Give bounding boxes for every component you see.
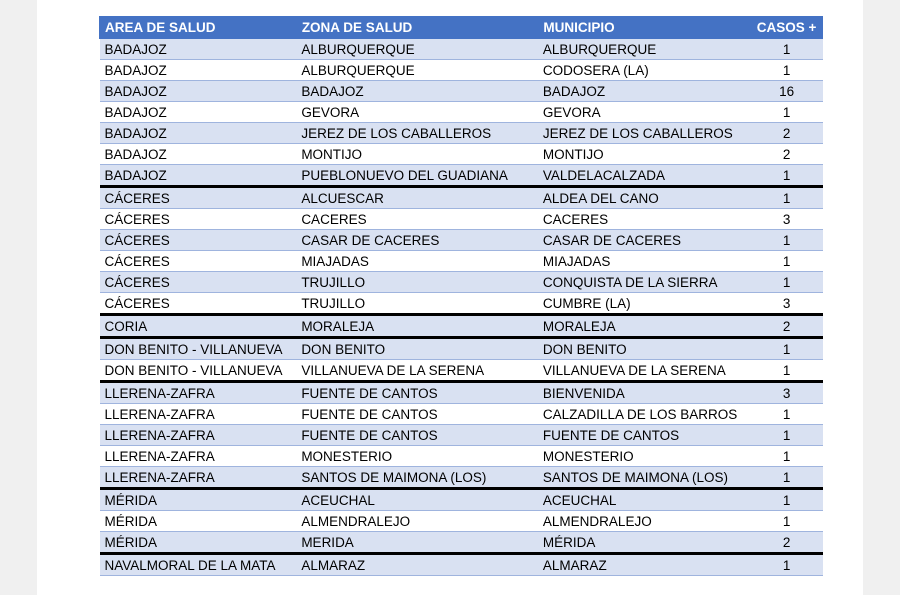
table-row bbox=[100, 251, 823, 272]
cell-area: BADAJOZ bbox=[100, 60, 297, 81]
header-municipio: MUNICIPIO bbox=[538, 17, 751, 39]
cell-municipio: ACEUCHAL bbox=[538, 489, 751, 511]
cell-municipio: CASAR DE CACERES bbox=[538, 230, 751, 251]
cell-area: LLERENA-ZAFRA bbox=[100, 382, 297, 404]
cell-municipio: DON BENITO bbox=[538, 338, 751, 360]
cell-zona: MONTIJO bbox=[296, 144, 538, 165]
cell-area: CÁCERES bbox=[100, 251, 297, 272]
cell-casos: 3 bbox=[751, 293, 823, 315]
cell-municipio: GEVORA bbox=[538, 102, 751, 123]
cell-casos: 1 bbox=[751, 230, 823, 251]
cell-municipio: JEREZ DE LOS CABALLEROS bbox=[538, 123, 751, 144]
table-row bbox=[100, 489, 823, 511]
cell-zona: MIAJADAS bbox=[296, 251, 538, 272]
cell-municipio: BADAJOZ bbox=[538, 81, 751, 102]
cell-area: BADAJOZ bbox=[100, 81, 297, 102]
cell-area: LLERENA-ZAFRA bbox=[100, 467, 297, 489]
cell-zona: ALMENDRALEJO bbox=[296, 511, 538, 532]
cell-municipio: ALDEA DEL CANO bbox=[538, 187, 751, 209]
table-row bbox=[100, 338, 823, 360]
viewer-margin-left bbox=[0, 0, 37, 595]
table-row bbox=[100, 187, 823, 209]
cell-zona: TRUJILLO bbox=[296, 293, 538, 315]
table-row bbox=[100, 293, 823, 315]
table-row bbox=[100, 60, 823, 81]
table-row bbox=[100, 360, 823, 382]
table-row bbox=[100, 209, 823, 230]
cell-area: CÁCERES bbox=[100, 230, 297, 251]
cell-zona: MERIDA bbox=[296, 532, 538, 554]
cell-zona: ACEUCHAL bbox=[296, 489, 538, 511]
cell-zona: BADAJOZ bbox=[296, 81, 538, 102]
cell-zona: DON BENITO bbox=[296, 338, 538, 360]
cell-zona: MORALEJA bbox=[296, 315, 538, 338]
cell-municipio: VILLANUEVA DE LA SERENA bbox=[538, 360, 751, 382]
header-row bbox=[100, 17, 823, 39]
table-row bbox=[100, 467, 823, 489]
cell-casos: 1 bbox=[751, 360, 823, 382]
cell-municipio: MIAJADAS bbox=[538, 251, 751, 272]
cell-area: MÉRIDA bbox=[100, 489, 297, 511]
cell-casos: 1 bbox=[751, 39, 823, 60]
cell-municipio: MONESTERIO bbox=[538, 446, 751, 467]
cell-municipio: CALZADILLA DE LOS BARROS bbox=[538, 404, 751, 425]
cell-area: BADAJOZ bbox=[100, 39, 297, 60]
cell-area: BADAJOZ bbox=[100, 123, 297, 144]
cell-area: CÁCERES bbox=[100, 209, 297, 230]
cell-area: CÁCERES bbox=[100, 272, 297, 293]
cell-casos: 1 bbox=[751, 446, 823, 467]
cell-municipio: VALDELACALZADA bbox=[538, 165, 751, 187]
cell-zona: FUENTE DE CANTOS bbox=[296, 404, 538, 425]
cell-casos: 3 bbox=[751, 209, 823, 230]
table-row bbox=[100, 382, 823, 404]
table-row bbox=[100, 144, 823, 165]
table-body bbox=[100, 39, 823, 576]
cell-municipio: CUMBRE (LA) bbox=[538, 293, 751, 315]
cell-area: CORIA bbox=[100, 315, 297, 338]
cell-area: DON BENITO - VILLANUEVA bbox=[100, 360, 297, 382]
cell-zona: SANTOS DE MAIMONA (LOS) bbox=[296, 467, 538, 489]
cell-casos: 1 bbox=[751, 165, 823, 187]
cell-zona: FUENTE DE CANTOS bbox=[296, 425, 538, 446]
cell-municipio: MÉRIDA bbox=[538, 532, 751, 554]
cell-zona: FUENTE DE CANTOS bbox=[296, 382, 538, 404]
cell-area: NAVALMORAL DE LA MATA bbox=[100, 554, 297, 576]
cell-casos: 1 bbox=[751, 404, 823, 425]
table-row bbox=[100, 404, 823, 425]
cell-casos: 1 bbox=[751, 511, 823, 532]
cell-area: MÉRIDA bbox=[100, 511, 297, 532]
cell-area: CÁCERES bbox=[100, 293, 297, 315]
cell-zona: ALCUESCAR bbox=[296, 187, 538, 209]
cell-casos: 2 bbox=[751, 315, 823, 338]
table-row bbox=[100, 446, 823, 467]
cell-area: BADAJOZ bbox=[100, 102, 297, 123]
cell-casos: 1 bbox=[751, 425, 823, 446]
cell-municipio: CACERES bbox=[538, 209, 751, 230]
cell-zona: MONESTERIO bbox=[296, 446, 538, 467]
cell-casos: 1 bbox=[751, 187, 823, 209]
cell-municipio: ALMENDRALEJO bbox=[538, 511, 751, 532]
cell-area: LLERENA-ZAFRA bbox=[100, 425, 297, 446]
cell-casos: 1 bbox=[751, 272, 823, 293]
cell-zona: ALMARAZ bbox=[296, 554, 538, 576]
cell-casos: 1 bbox=[751, 338, 823, 360]
cell-zona: VILLANUEVA DE LA SERENA bbox=[296, 360, 538, 382]
table-row bbox=[100, 81, 823, 102]
cell-municipio: SANTOS DE MAIMONA (LOS) bbox=[538, 467, 751, 489]
cell-municipio: CONQUISTA DE LA SIERRA bbox=[538, 272, 751, 293]
cell-municipio: ALBURQUERQUE bbox=[538, 39, 751, 60]
cell-casos: 2 bbox=[751, 144, 823, 165]
cell-casos: 1 bbox=[751, 489, 823, 511]
cell-zona: ALBURQUERQUE bbox=[296, 39, 538, 60]
cell-casos: 1 bbox=[751, 60, 823, 81]
cell-casos: 16 bbox=[751, 81, 823, 102]
cell-area: LLERENA-ZAFRA bbox=[100, 404, 297, 425]
cell-area: DON BENITO - VILLANUEVA bbox=[100, 338, 297, 360]
cell-municipio: FUENTE DE CANTOS bbox=[538, 425, 751, 446]
table-row bbox=[100, 315, 823, 338]
cell-municipio: MORALEJA bbox=[538, 315, 751, 338]
table-row bbox=[100, 230, 823, 251]
cell-casos: 3 bbox=[751, 382, 823, 404]
table-row bbox=[100, 102, 823, 123]
cell-area: BADAJOZ bbox=[100, 165, 297, 187]
table-row bbox=[100, 532, 823, 554]
table-row bbox=[100, 39, 823, 60]
document-page bbox=[37, 0, 863, 595]
table-row bbox=[100, 554, 823, 576]
cell-area: BADAJOZ bbox=[100, 144, 297, 165]
cell-municipio: ALMARAZ bbox=[538, 554, 751, 576]
cell-zona: CACERES bbox=[296, 209, 538, 230]
cell-casos: 2 bbox=[751, 532, 823, 554]
cell-zona: PUEBLONUEVO DEL GUADIANA bbox=[296, 165, 538, 187]
cell-casos: 1 bbox=[751, 554, 823, 576]
cell-casos: 2 bbox=[751, 123, 823, 144]
cell-area: LLERENA-ZAFRA bbox=[100, 446, 297, 467]
table-row bbox=[100, 123, 823, 144]
cell-municipio: BIENVENIDA bbox=[538, 382, 751, 404]
header-casos: CASOS + bbox=[751, 17, 823, 39]
cases-table bbox=[99, 16, 823, 576]
cell-area: MÉRIDA bbox=[100, 532, 297, 554]
table-row bbox=[100, 165, 823, 187]
cell-municipio: MONTIJO bbox=[538, 144, 751, 165]
cell-casos: 1 bbox=[751, 102, 823, 123]
cell-zona: ALBURQUERQUE bbox=[296, 60, 538, 81]
cell-area: CÁCERES bbox=[100, 187, 297, 209]
cell-casos: 1 bbox=[751, 251, 823, 272]
table-row bbox=[100, 425, 823, 446]
cell-municipio: CODOSERA (LA) bbox=[538, 60, 751, 81]
table-row bbox=[100, 511, 823, 532]
cell-casos: 1 bbox=[751, 467, 823, 489]
header-zona: ZONA DE SALUD bbox=[296, 17, 538, 39]
cell-zona: GEVORA bbox=[296, 102, 538, 123]
cell-zona: JEREZ DE LOS CABALLEROS bbox=[296, 123, 538, 144]
header-area: AREA DE SALUD bbox=[100, 17, 297, 39]
table-row bbox=[100, 272, 823, 293]
cell-zona: CASAR DE CACERES bbox=[296, 230, 538, 251]
viewer-margin-right bbox=[863, 0, 900, 595]
cell-zona: TRUJILLO bbox=[296, 272, 538, 293]
